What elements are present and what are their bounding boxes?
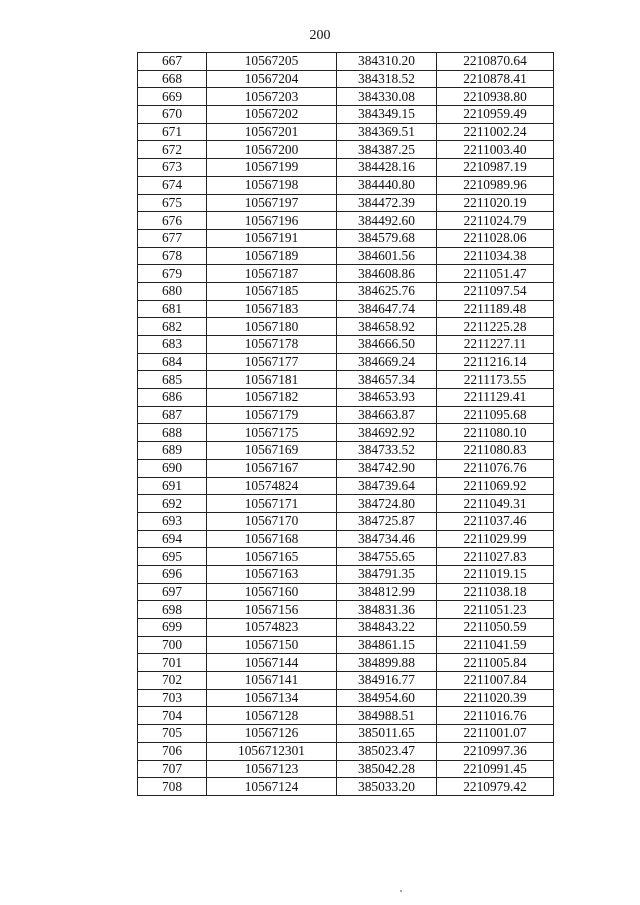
y-coordinate-cell: 2211080.83 <box>437 442 554 460</box>
row-number-cell: 695 <box>138 548 207 566</box>
table-row <box>138 70 554 88</box>
coordinates-table <box>137 52 554 796</box>
row-number-cell: 703 <box>138 689 207 707</box>
y-coordinate-cell: 2211189.48 <box>437 300 554 318</box>
y-coordinate-cell: 2211034.38 <box>437 247 554 265</box>
y-coordinate-cell: 2211029.99 <box>437 530 554 548</box>
table-row <box>138 265 554 283</box>
y-coordinate-cell: 2210870.64 <box>437 53 554 71</box>
x-coordinate-cell: 384387.25 <box>337 141 437 159</box>
table-row <box>138 176 554 194</box>
x-coordinate-cell: 384791.35 <box>337 565 437 583</box>
row-number-cell: 672 <box>138 141 207 159</box>
x-coordinate-cell: 384472.39 <box>337 194 437 212</box>
x-coordinate-cell: 384318.52 <box>337 70 437 88</box>
y-coordinate-cell: 2210987.19 <box>437 159 554 177</box>
x-coordinate-cell: 384428.16 <box>337 159 437 177</box>
table-row <box>138 353 554 371</box>
table-row <box>138 53 554 71</box>
point-id-cell: 10567181 <box>207 371 337 389</box>
y-coordinate-cell: 2211051.23 <box>437 601 554 619</box>
table-row <box>138 106 554 124</box>
x-coordinate-cell: 384988.51 <box>337 707 437 725</box>
y-coordinate-cell: 2211051.47 <box>437 265 554 283</box>
row-number-cell: 685 <box>138 371 207 389</box>
table-row <box>138 159 554 177</box>
point-id-cell: 10567205 <box>207 53 337 71</box>
y-coordinate-cell: 2211005.84 <box>437 654 554 672</box>
row-number-cell: 674 <box>138 176 207 194</box>
row-number-cell: 683 <box>138 336 207 354</box>
row-number-cell: 701 <box>138 654 207 672</box>
point-id-cell: 10567177 <box>207 353 337 371</box>
x-coordinate-cell: 384330.08 <box>337 88 437 106</box>
point-id-cell: 10567187 <box>207 265 337 283</box>
row-number-cell: 673 <box>138 159 207 177</box>
point-id-cell: 10567165 <box>207 548 337 566</box>
y-coordinate-cell: 2211095.68 <box>437 406 554 424</box>
scan-artifact-dot <box>400 890 402 892</box>
point-id-cell: 10567203 <box>207 88 337 106</box>
table-row <box>138 371 554 389</box>
point-id-cell: 10567126 <box>207 725 337 743</box>
table-row <box>138 689 554 707</box>
row-number-cell: 677 <box>138 229 207 247</box>
x-coordinate-cell: 384692.92 <box>337 424 437 442</box>
table-row <box>138 778 554 796</box>
point-id-cell: 10567202 <box>207 106 337 124</box>
point-id-cell: 10574823 <box>207 619 337 637</box>
x-coordinate-cell: 384916.77 <box>337 672 437 690</box>
point-id-cell: 10567198 <box>207 176 337 194</box>
row-number-cell: 708 <box>138 778 207 796</box>
table-row <box>138 406 554 424</box>
table-row <box>138 318 554 336</box>
row-number-cell: 706 <box>138 742 207 760</box>
row-number-cell: 684 <box>138 353 207 371</box>
x-coordinate-cell: 384601.56 <box>337 247 437 265</box>
table-row <box>138 459 554 477</box>
y-coordinate-cell: 2210878.41 <box>437 70 554 88</box>
y-coordinate-cell: 2210997.36 <box>437 742 554 760</box>
x-coordinate-cell: 384831.36 <box>337 601 437 619</box>
x-coordinate-cell: 384724.80 <box>337 495 437 513</box>
y-coordinate-cell: 2211016.76 <box>437 707 554 725</box>
x-coordinate-cell: 384608.86 <box>337 265 437 283</box>
row-number-cell: 675 <box>138 194 207 212</box>
table-row <box>138 212 554 230</box>
y-coordinate-cell: 2211027.83 <box>437 548 554 566</box>
point-id-cell: 10567124 <box>207 778 337 796</box>
row-number-cell: 700 <box>138 636 207 654</box>
table-row <box>138 530 554 548</box>
row-number-cell: 690 <box>138 459 207 477</box>
y-coordinate-cell: 2210959.49 <box>437 106 554 124</box>
point-id-cell: 10567156 <box>207 601 337 619</box>
point-id-cell: 10567179 <box>207 406 337 424</box>
row-number-cell: 671 <box>138 123 207 141</box>
row-number-cell: 707 <box>138 760 207 778</box>
row-number-cell: 670 <box>138 106 207 124</box>
x-coordinate-cell: 384653.93 <box>337 389 437 407</box>
row-number-cell: 692 <box>138 495 207 513</box>
table-row <box>138 389 554 407</box>
row-number-cell: 705 <box>138 725 207 743</box>
point-id-cell: 10567150 <box>207 636 337 654</box>
point-id-cell: 10567134 <box>207 689 337 707</box>
row-number-cell: 689 <box>138 442 207 460</box>
table-row <box>138 725 554 743</box>
y-coordinate-cell: 2211069.92 <box>437 477 554 495</box>
point-id-cell: 10567167 <box>207 459 337 477</box>
coordinates-table-body <box>138 53 554 796</box>
x-coordinate-cell: 384647.74 <box>337 300 437 318</box>
point-id-cell: 10567183 <box>207 300 337 318</box>
y-coordinate-cell: 2211129.41 <box>437 389 554 407</box>
point-id-cell: 10567144 <box>207 654 337 672</box>
point-id-cell: 10567191 <box>207 229 337 247</box>
point-id-cell: 10567123 <box>207 760 337 778</box>
row-number-cell: 678 <box>138 247 207 265</box>
table-row <box>138 565 554 583</box>
point-id-cell: 10567204 <box>207 70 337 88</box>
table-row <box>138 707 554 725</box>
row-number-cell: 687 <box>138 406 207 424</box>
x-coordinate-cell: 384369.51 <box>337 123 437 141</box>
x-coordinate-cell: 384440.80 <box>337 176 437 194</box>
y-coordinate-cell: 2211037.46 <box>437 512 554 530</box>
row-number-cell: 704 <box>138 707 207 725</box>
x-coordinate-cell: 384742.90 <box>337 459 437 477</box>
y-coordinate-cell: 2211076.76 <box>437 459 554 477</box>
table-row <box>138 88 554 106</box>
y-coordinate-cell: 2210989.96 <box>437 176 554 194</box>
y-coordinate-cell: 2211038.18 <box>437 583 554 601</box>
point-id-cell: 10567201 <box>207 123 337 141</box>
x-coordinate-cell: 385023.47 <box>337 742 437 760</box>
point-id-cell: 10567160 <box>207 583 337 601</box>
point-id-cell: 1056712301 <box>207 742 337 760</box>
x-coordinate-cell: 384725.87 <box>337 512 437 530</box>
page-number: 200 <box>309 28 331 43</box>
table-row <box>138 583 554 601</box>
table-row <box>138 123 554 141</box>
point-id-cell: 10567128 <box>207 707 337 725</box>
row-number-cell: 676 <box>138 212 207 230</box>
x-coordinate-cell: 385011.65 <box>337 725 437 743</box>
table-row <box>138 229 554 247</box>
x-coordinate-cell: 384625.76 <box>337 282 437 300</box>
y-coordinate-cell: 2211225.28 <box>437 318 554 336</box>
x-coordinate-cell: 384812.99 <box>337 583 437 601</box>
y-coordinate-cell: 2211024.79 <box>437 212 554 230</box>
row-number-cell: 686 <box>138 389 207 407</box>
row-number-cell: 668 <box>138 70 207 88</box>
table-row <box>138 548 554 566</box>
y-coordinate-cell: 2210991.45 <box>437 760 554 778</box>
point-id-cell: 10567141 <box>207 672 337 690</box>
row-number-cell: 699 <box>138 619 207 637</box>
point-id-cell: 10567180 <box>207 318 337 336</box>
y-coordinate-cell: 2211041.59 <box>437 636 554 654</box>
table-row <box>138 194 554 212</box>
row-number-cell: 702 <box>138 672 207 690</box>
x-coordinate-cell: 384579.68 <box>337 229 437 247</box>
point-id-cell: 10567189 <box>207 247 337 265</box>
point-id-cell: 10567199 <box>207 159 337 177</box>
x-coordinate-cell: 384658.92 <box>337 318 437 336</box>
y-coordinate-cell: 2210938.80 <box>437 88 554 106</box>
point-id-cell: 10567168 <box>207 530 337 548</box>
row-number-cell: 669 <box>138 88 207 106</box>
row-number-cell: 694 <box>138 530 207 548</box>
table-row <box>138 760 554 778</box>
row-number-cell: 682 <box>138 318 207 336</box>
y-coordinate-cell: 2211019.15 <box>437 565 554 583</box>
point-id-cell: 10567182 <box>207 389 337 407</box>
point-id-cell: 10574824 <box>207 477 337 495</box>
row-number-cell: 691 <box>138 477 207 495</box>
y-coordinate-cell: 2211020.19 <box>437 194 554 212</box>
row-number-cell: 697 <box>138 583 207 601</box>
table-row <box>138 282 554 300</box>
y-coordinate-cell: 2211003.40 <box>437 141 554 159</box>
x-coordinate-cell: 384954.60 <box>337 689 437 707</box>
y-coordinate-cell: 2211001.07 <box>437 725 554 743</box>
table-row <box>138 512 554 530</box>
row-number-cell: 696 <box>138 565 207 583</box>
y-coordinate-cell: 2211173.55 <box>437 371 554 389</box>
x-coordinate-cell: 384755.65 <box>337 548 437 566</box>
table-row <box>138 442 554 460</box>
y-coordinate-cell: 2211028.06 <box>437 229 554 247</box>
point-id-cell: 10567171 <box>207 495 337 513</box>
row-number-cell: 680 <box>138 282 207 300</box>
y-coordinate-cell: 2211227.11 <box>437 336 554 354</box>
table-row <box>138 636 554 654</box>
x-coordinate-cell: 384310.20 <box>337 53 437 71</box>
point-id-cell: 10567175 <box>207 424 337 442</box>
y-coordinate-cell: 2211216.14 <box>437 353 554 371</box>
row-number-cell: 693 <box>138 512 207 530</box>
table-row <box>138 336 554 354</box>
row-number-cell: 698 <box>138 601 207 619</box>
point-id-cell: 10567197 <box>207 194 337 212</box>
x-coordinate-cell: 384899.88 <box>337 654 437 672</box>
table-row <box>138 424 554 442</box>
table-row <box>138 495 554 513</box>
point-id-cell: 10567170 <box>207 512 337 530</box>
y-coordinate-cell: 2211080.10 <box>437 424 554 442</box>
y-coordinate-cell: 2211007.84 <box>437 672 554 690</box>
table-row <box>138 141 554 159</box>
point-id-cell: 10567178 <box>207 336 337 354</box>
x-coordinate-cell: 384843.22 <box>337 619 437 637</box>
table-row <box>138 672 554 690</box>
y-coordinate-cell: 2211002.24 <box>437 123 554 141</box>
table-row <box>138 300 554 318</box>
point-id-cell: 10567169 <box>207 442 337 460</box>
x-coordinate-cell: 384349.15 <box>337 106 437 124</box>
table-row <box>138 477 554 495</box>
y-coordinate-cell: 2211097.54 <box>437 282 554 300</box>
x-coordinate-cell: 384492.60 <box>337 212 437 230</box>
table-row <box>138 654 554 672</box>
point-id-cell: 10567200 <box>207 141 337 159</box>
table-row <box>138 742 554 760</box>
y-coordinate-cell: 2210979.42 <box>437 778 554 796</box>
x-coordinate-cell: 385033.20 <box>337 778 437 796</box>
x-coordinate-cell: 384657.34 <box>337 371 437 389</box>
y-coordinate-cell: 2211050.59 <box>437 619 554 637</box>
x-coordinate-cell: 384739.64 <box>337 477 437 495</box>
x-coordinate-cell: 384666.50 <box>337 336 437 354</box>
row-number-cell: 688 <box>138 424 207 442</box>
x-coordinate-cell: 384663.87 <box>337 406 437 424</box>
table-row <box>138 619 554 637</box>
row-number-cell: 681 <box>138 300 207 318</box>
x-coordinate-cell: 384734.46 <box>337 530 437 548</box>
x-coordinate-cell: 385042.28 <box>337 760 437 778</box>
point-id-cell: 10567185 <box>207 282 337 300</box>
table-row <box>138 601 554 619</box>
point-id-cell: 10567163 <box>207 565 337 583</box>
x-coordinate-cell: 384861.15 <box>337 636 437 654</box>
point-id-cell: 10567196 <box>207 212 337 230</box>
y-coordinate-cell: 2211020.39 <box>437 689 554 707</box>
row-number-cell: 679 <box>138 265 207 283</box>
x-coordinate-cell: 384733.52 <box>337 442 437 460</box>
row-number-cell: 667 <box>138 53 207 71</box>
y-coordinate-cell: 2211049.31 <box>437 495 554 513</box>
table-row <box>138 247 554 265</box>
x-coordinate-cell: 384669.24 <box>337 353 437 371</box>
